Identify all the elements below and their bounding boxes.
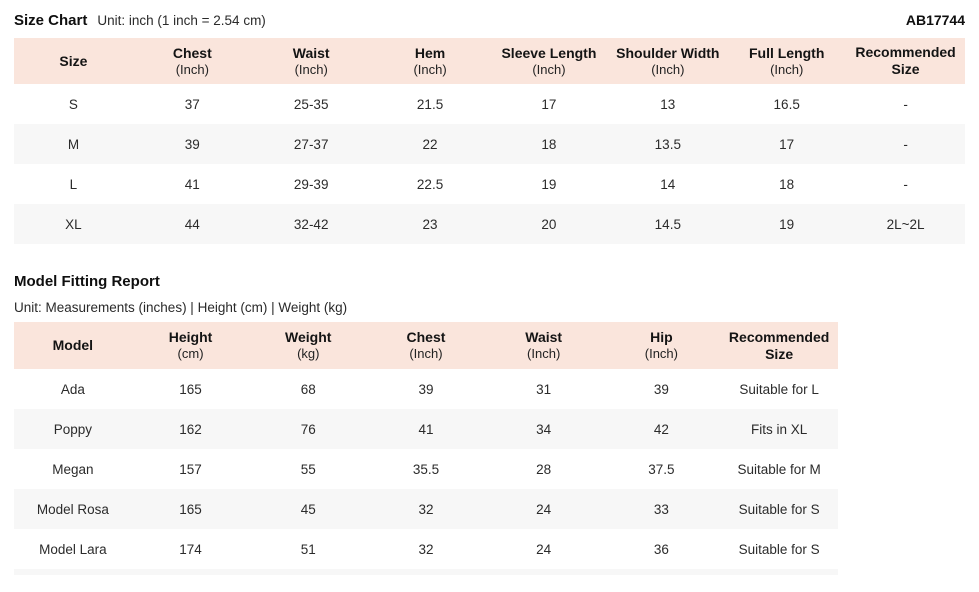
cell: XL: [65, 216, 82, 232]
column-header: [14, 38, 133, 84]
column-header-label: Waist: [292, 44, 330, 61]
column-header-unit: (Inch): [413, 61, 447, 77]
column-header-label: Waist: [525, 329, 563, 345]
column-header-unit: (Inch): [175, 61, 209, 77]
cell: 36: [653, 541, 669, 557]
column-header: [133, 38, 252, 84]
column-header-unit: (kg): [297, 346, 320, 361]
cell: 17: [541, 96, 557, 112]
cell: 21.5: [416, 96, 444, 112]
cell: 22.5: [416, 176, 444, 192]
cell: 14: [660, 176, 676, 192]
column-header-label: Full Length: [748, 44, 825, 61]
table-row: [14, 124, 965, 164]
cell: Megan: [52, 461, 94, 477]
column-header-label: Height: [168, 329, 213, 345]
column-header: [608, 38, 727, 84]
column-header-label: Size: [59, 52, 88, 69]
table-row: [14, 449, 838, 489]
column-header: [14, 322, 132, 369]
column-header: [367, 322, 485, 369]
unit-note: Unit: inch (1 inch = 2.54 cm): [97, 13, 266, 28]
column-header-unit: (Inch): [770, 61, 804, 77]
column-header: [490, 38, 609, 84]
cell: 165: [179, 381, 202, 397]
cell: Suitable for S: [738, 541, 820, 557]
cell: Suitable for S: [738, 501, 820, 517]
cell: 23: [422, 216, 438, 232]
cell: 41: [418, 421, 434, 437]
page-title: Size Chart: [14, 12, 88, 29]
cell: 42: [653, 421, 669, 437]
cell: 19: [779, 216, 795, 232]
cell: 37.5: [648, 461, 675, 477]
cell: 39: [184, 136, 200, 152]
cell: 2L~2L: [886, 216, 925, 232]
cell: 68: [300, 381, 316, 397]
size-chart-table: [14, 38, 965, 244]
cell: 76: [300, 421, 316, 437]
cell: 44: [184, 216, 200, 232]
cell: L: [69, 176, 78, 192]
model-fitting-table-body: [14, 369, 838, 569]
table-row: [14, 369, 838, 409]
column-header-unit: (Inch): [527, 346, 561, 361]
size-chart-page: [0, 12, 979, 575]
model-fitting-table-head: [14, 322, 838, 369]
cell: 32: [418, 541, 434, 557]
column-header: [252, 38, 371, 84]
column-header-unit: (Inch): [532, 61, 566, 77]
column-header-label: Hip: [650, 329, 673, 345]
table-row: [14, 204, 965, 244]
cell: 33: [653, 501, 669, 517]
cell: 51: [300, 541, 316, 557]
cell: 27-37: [293, 136, 329, 152]
cell: 39: [418, 381, 434, 397]
cell: 18: [541, 136, 557, 152]
column-header-unit: (Inch): [651, 61, 685, 77]
column-header-label: Hem: [414, 44, 446, 61]
cell: 22: [422, 136, 438, 152]
table-row: [14, 84, 965, 124]
cell: 24: [536, 501, 552, 517]
partial-next-row: [14, 569, 838, 575]
cell: 39: [653, 381, 669, 397]
cell: Suitable for M: [737, 461, 821, 477]
column-header: [249, 322, 367, 369]
cell: 14.5: [654, 216, 681, 232]
cell: Model Lara: [39, 541, 107, 557]
cell: 20: [541, 216, 557, 232]
model-fitting-unit-note: Unit: Measurements (inches) | Height (cm) | Weight (kg): [14, 300, 348, 315]
column-header-unit: (Inch): [294, 61, 328, 77]
cell: 34: [536, 421, 552, 437]
cell: -: [903, 96, 908, 112]
column-header: [485, 322, 603, 369]
size-chart-table-head: [14, 38, 965, 84]
cell: 157: [179, 461, 202, 477]
model-fitting-table: [14, 322, 838, 569]
cell: 32-42: [293, 216, 329, 232]
column-header-unit: (Inch): [644, 346, 678, 361]
cell: 25-35: [293, 96, 329, 112]
cell: 162: [179, 421, 202, 437]
cell: Model Rosa: [36, 501, 109, 517]
cell: 174: [179, 541, 202, 557]
cell: 35.5: [412, 461, 440, 477]
column-header: [720, 322, 838, 369]
product-code: AB17744: [905, 12, 965, 28]
column-header-label: Recommended Size: [855, 44, 956, 77]
cell: M: [67, 136, 80, 152]
cell: 55: [300, 461, 316, 477]
header-row: [14, 322, 838, 369]
cell: 45: [300, 501, 316, 517]
title-bar: [14, 12, 965, 30]
cell: 16.5: [773, 96, 800, 112]
cell: 31: [536, 381, 552, 397]
cell: 165: [179, 501, 202, 517]
cell: 13.5: [654, 136, 681, 152]
column-header-label: Recommended Size: [728, 328, 830, 362]
column-header: [371, 38, 490, 84]
column-header-label: Chest: [406, 329, 446, 345]
cell: 18: [779, 176, 795, 192]
column-header-label: Sleeve Length: [501, 44, 597, 61]
table-row: [14, 529, 838, 569]
table-row: [14, 489, 838, 529]
cell: Poppy: [53, 421, 92, 437]
cell: Suitable for L: [739, 381, 819, 397]
column-header-label: Shoulder Width: [616, 44, 720, 61]
cell: Ada: [60, 381, 85, 397]
column-header-unit: (cm): [177, 346, 204, 361]
cell: S: [68, 96, 78, 112]
table-row: [14, 164, 965, 204]
cell: 37: [184, 96, 200, 112]
cell: 19: [541, 176, 557, 192]
cell: 28: [536, 461, 552, 477]
column-header: [603, 322, 721, 369]
cell: 32: [418, 501, 434, 517]
column-header-unit: (Inch): [409, 346, 443, 361]
cell: 24: [536, 541, 552, 557]
cell: 13: [660, 96, 676, 112]
column-header-label: Weight: [285, 329, 332, 345]
column-header-label: Chest: [172, 44, 212, 61]
cell: Fits in XL: [750, 421, 808, 437]
header-row: [14, 38, 965, 84]
cell: 41: [184, 176, 200, 192]
size-chart-table-body: [14, 84, 965, 244]
model-fitting-title: Model Fitting Report: [14, 273, 160, 290]
cell: -: [903, 176, 908, 192]
cell: 17: [779, 136, 795, 152]
column-header: [727, 38, 846, 84]
cell: -: [903, 136, 908, 152]
column-header-label: Model: [52, 337, 94, 353]
table-row: [14, 409, 838, 449]
column-header: [132, 322, 250, 369]
cell: 29-39: [293, 176, 329, 192]
column-header: [846, 38, 965, 84]
